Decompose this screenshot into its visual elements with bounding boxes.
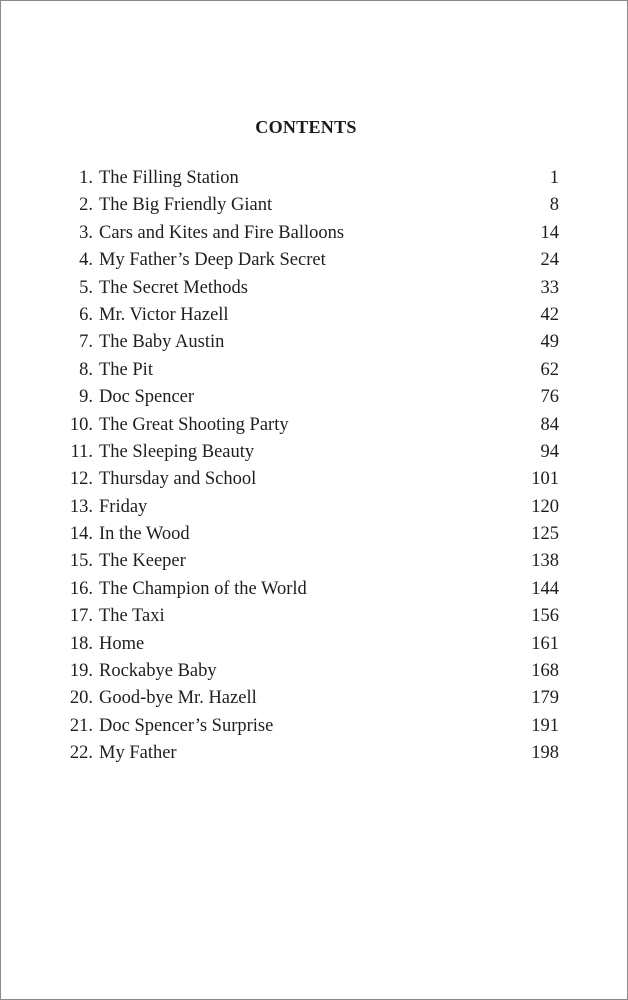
- chapter-title: My Father: [99, 743, 177, 764]
- page-number: 161: [531, 633, 559, 654]
- chapter-title: The Pit: [99, 359, 153, 380]
- page-number: 33: [540, 277, 559, 298]
- page-number: 198: [531, 743, 559, 764]
- chapter-number: 7.: [79, 332, 93, 353]
- chapter-title: Mr. Victor Hazell: [99, 304, 229, 325]
- chapter-number: 12.: [69, 469, 93, 490]
- chapter-number: 14.: [69, 524, 93, 545]
- toc-entry: [59, 387, 559, 414]
- toc-entry: [59, 551, 559, 578]
- page-number: 84: [540, 414, 559, 435]
- toc-entry: [59, 743, 559, 770]
- toc-entry: [59, 305, 559, 332]
- toc-entry: [59, 716, 559, 743]
- page-number: 125: [531, 524, 559, 545]
- chapter-title: The Taxi: [99, 606, 165, 627]
- page-number: 42: [540, 304, 559, 325]
- page-number: 14: [540, 222, 559, 243]
- chapter-number: 4.: [79, 250, 93, 271]
- toc-entry: [59, 278, 559, 305]
- chapter-number: 10.: [69, 414, 93, 435]
- chapter-title: Doc Spencer: [99, 387, 195, 408]
- chapter-number: 6.: [79, 304, 93, 325]
- chapter-title: The Champion of the World: [99, 578, 307, 599]
- chapter-number: 3.: [79, 222, 93, 243]
- chapter-title: Good-bye Mr. Hazell: [99, 688, 257, 709]
- chapter-title: The Keeper: [99, 551, 186, 572]
- chapter-number: 22.: [69, 743, 93, 764]
- toc-entry: [59, 688, 559, 715]
- page-number: 76: [540, 387, 559, 408]
- page-number: 156: [531, 606, 559, 627]
- toc-entry: [59, 360, 559, 387]
- toc-entry: [59, 606, 559, 633]
- contents-heading: CONTENTS: [255, 117, 357, 137]
- toc-entry: [59, 469, 559, 496]
- chapter-number: 8.: [79, 359, 93, 380]
- chapter-title: The Secret Methods: [99, 277, 248, 298]
- chapter-title: Doc Spencer’s Surprise: [99, 715, 274, 736]
- toc-entry: [59, 168, 559, 195]
- chapter-title: Cars and Kites and Fire Balloons: [99, 222, 345, 243]
- page-number: 138: [531, 551, 559, 572]
- chapter-number: 5.: [79, 277, 93, 298]
- page-number: 1: [549, 168, 559, 188]
- chapter-number: 15.: [69, 551, 93, 572]
- toc-entry: [59, 415, 559, 442]
- page-number: 191: [531, 715, 559, 736]
- toc-entry: [59, 579, 559, 606]
- chapter-title: Home: [99, 633, 145, 654]
- page-number: 144: [531, 578, 559, 599]
- toc-entry: [59, 250, 559, 277]
- page-number: 94: [540, 441, 559, 462]
- chapter-number: 17.: [69, 606, 93, 627]
- toc-entry: [59, 497, 559, 524]
- table-of-contents: [59, 168, 559, 771]
- toc-entry: [59, 332, 559, 359]
- chapter-title: In the Wood: [99, 524, 190, 545]
- chapter-title: Friday: [99, 496, 148, 517]
- chapter-number: 1.: [79, 168, 93, 188]
- page-number: 49: [540, 332, 559, 353]
- chapter-title: The Big Friendly Giant: [99, 195, 273, 216]
- chapter-title: Thursday and School: [99, 469, 257, 490]
- chapter-title: The Great Shooting Party: [99, 414, 289, 435]
- chapter-title: The Sleeping Beauty: [99, 441, 255, 462]
- chapter-title: Rockabye Baby: [99, 661, 217, 682]
- page-number: 62: [540, 359, 559, 380]
- chapter-title: The Filling Station: [99, 168, 239, 188]
- chapter-number: 13.: [69, 496, 93, 517]
- chapter-title: The Baby Austin: [99, 332, 225, 353]
- page-number: 101: [531, 469, 559, 490]
- chapter-number: 18.: [69, 633, 93, 654]
- chapter-number: 2.: [79, 195, 93, 216]
- page-number: 179: [531, 688, 559, 709]
- page-number: 8: [549, 195, 559, 216]
- chapter-number: 16.: [69, 578, 93, 599]
- toc-entry: [59, 661, 559, 688]
- chapter-number: 19.: [69, 661, 93, 682]
- page-number: 168: [531, 661, 559, 682]
- page-number: 24: [540, 250, 559, 271]
- toc-entry: [59, 223, 559, 250]
- toc-entry: [59, 195, 559, 222]
- chapter-title: My Father’s Deep Dark Secret: [99, 250, 326, 271]
- toc-entry: [59, 524, 559, 551]
- chapter-number: 20.: [69, 688, 93, 709]
- chapter-number: 21.: [69, 715, 93, 736]
- chapter-number: 11.: [70, 441, 93, 462]
- page-number: 120: [531, 496, 559, 517]
- chapter-number: 9.: [79, 387, 93, 408]
- toc-entry: [59, 634, 559, 661]
- toc-entry: [59, 442, 559, 469]
